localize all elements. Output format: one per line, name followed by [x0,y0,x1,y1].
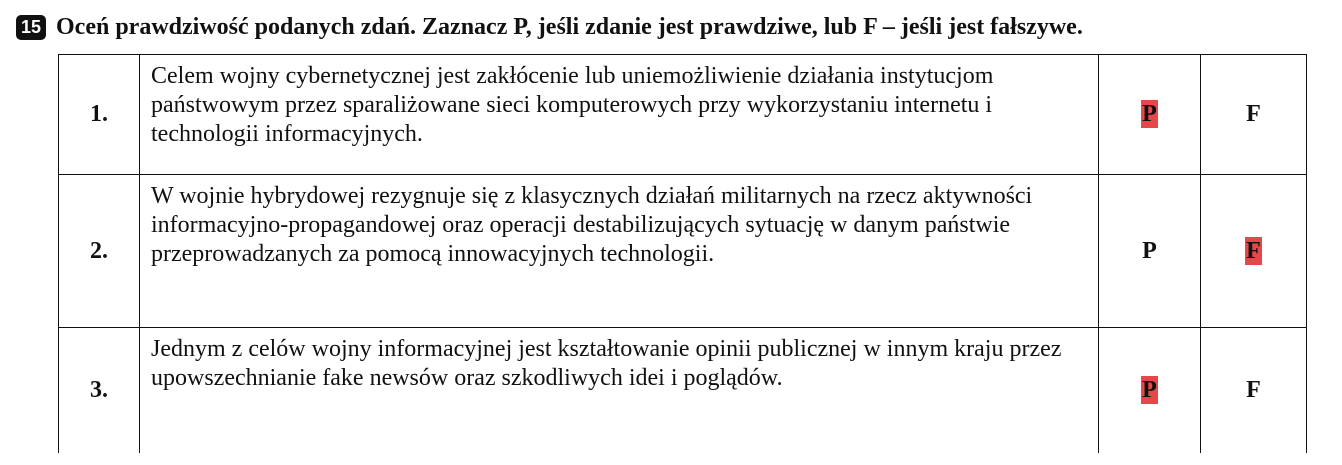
option-f-mark[interactable]: F [1246,376,1261,403]
option-f-mark[interactable]: F [1246,101,1261,127]
option-f-cell[interactable] [1201,175,1307,328]
option-p-mark[interactable]: P [1142,376,1157,403]
option-p-mark[interactable]: P [1142,101,1157,127]
option-f-mark[interactable]: F [1246,237,1261,264]
row-number: 3. [59,328,140,453]
option-p-mark[interactable]: P [1142,237,1157,264]
true-false-table [58,54,1307,453]
table-row [59,328,1307,453]
option-f-cell[interactable] [1201,328,1307,453]
option-p-cell[interactable] [1099,55,1201,175]
option-p-cell[interactable] [1099,175,1201,328]
statement-text: W wojnie hybrydowej rezygnuje się z klasycznych działań militarnych na rzecz aktywności informacyjno-propagandowej oraz operacji destabilizujących sytuację w danym państwie przeprowadzanych za pomocą innowacyjnych technologii. [140,175,1099,328]
statement-text: Jednym z celów wojny informacyjnej jest kształtowanie opinii publicznej w innym kraju przez upowszechnianie fake newsów oraz szkodliwych idei i poglądów. [140,328,1099,453]
task-number-badge: 15 [16,15,46,40]
row-number: 1. [59,55,140,175]
table-row [59,55,1307,175]
table-row [59,175,1307,328]
option-p-cell[interactable] [1099,328,1201,453]
option-f-cell[interactable] [1201,55,1307,175]
row-number: 2. [59,175,140,328]
statement-text: Celem wojny cybernetycznej jest zakłócenie lub uniemożliwienie działania instytucjom państwowym przez sparaliżowane sieci komputerowych przy wykorzystaniu internetu i technologii informacyjnych. [140,55,1099,175]
task-header [16,14,1083,41]
task-instruction: Oceń prawdziwość podanych zdań. Zaznacz P, jeśli zdanie jest prawdziwe, lub F – jeśli jest fałszywe. [56,14,1083,40]
